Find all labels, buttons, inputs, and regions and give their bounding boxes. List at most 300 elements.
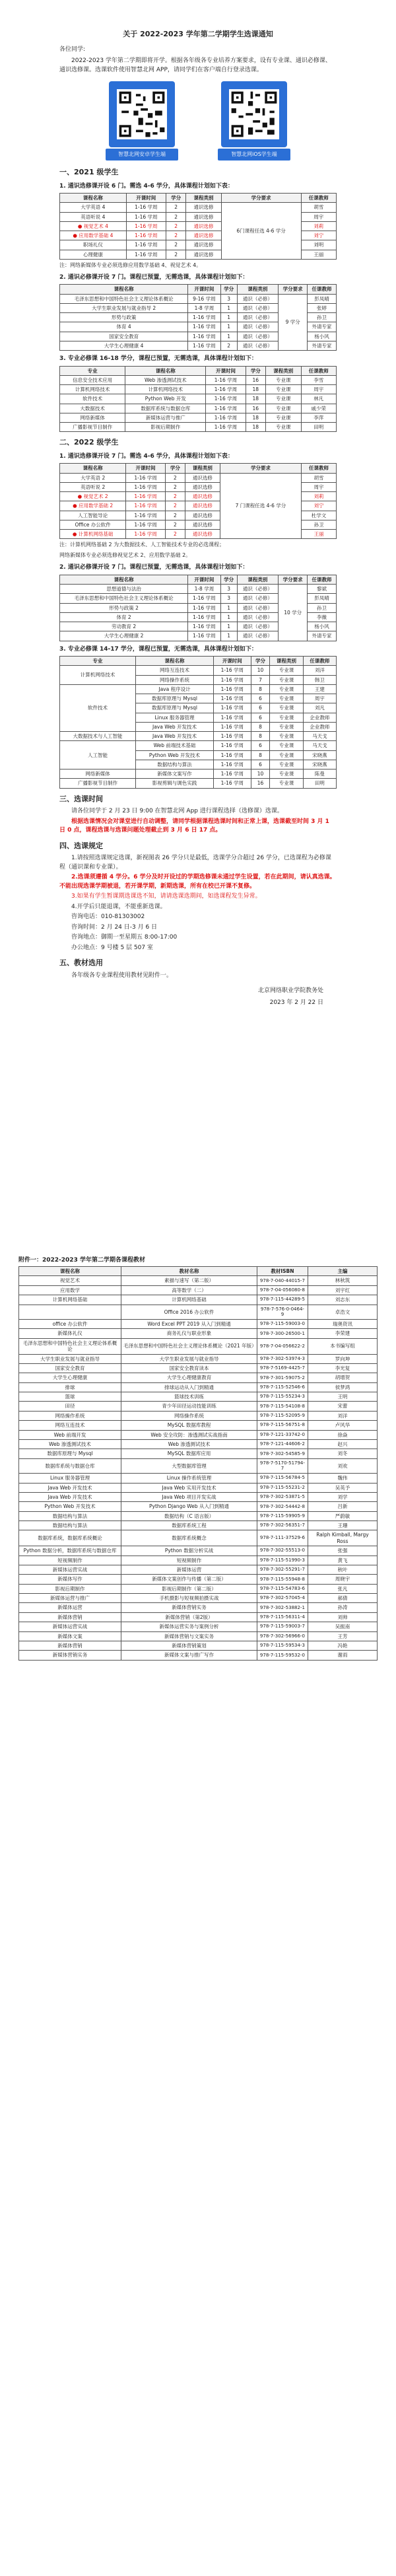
- table-row: [19, 1622, 378, 1631]
- table-cell: 通识选修: [185, 520, 220, 529]
- table-cell: 篮球技术训练: [121, 1392, 257, 1402]
- table-cell: 1-16 学周: [206, 385, 246, 394]
- table4-heading: 1. 通识选修课开设 7 门。需选 4-6 学分，具体课程计划如下表：: [59, 452, 234, 460]
- table-header: 学分要求: [279, 575, 308, 584]
- table-cell: 1: [220, 612, 237, 622]
- table-cell: 1-16 学周: [188, 631, 220, 641]
- table-cell: 1-16 学周: [126, 530, 165, 539]
- table-cell: 新媒体营销与文案实务: [121, 1631, 257, 1641]
- table-cell: 陈曼: [303, 769, 336, 779]
- consult-phone: 咨询电话：010-81303002: [71, 913, 145, 920]
- table-cell: 1-16 学周: [214, 675, 251, 684]
- table-cell: 通识（必修）: [237, 303, 279, 312]
- table-cell: 1: [220, 332, 237, 341]
- table-cell: 1-16 学周: [126, 250, 166, 259]
- table-cell: 通识（必修）: [237, 612, 279, 622]
- table-row: [19, 1492, 378, 1501]
- table-cell: 978-7-302-57045-4: [257, 1594, 308, 1603]
- table-cell: 978-7-5169-4425-7: [257, 1363, 308, 1373]
- table-cell: 体育 2: [60, 612, 188, 622]
- table-cell: 刘凡: [303, 703, 336, 713]
- table-cell: 刘莉: [302, 492, 337, 501]
- table-cell: 刘欢: [308, 1458, 377, 1474]
- table-cell: 戚少荣: [301, 404, 336, 413]
- table-cell: 数据库系统，数据库系统概论: [19, 1530, 121, 1546]
- table-cell: 人工智能导论: [60, 511, 126, 520]
- table-row: [19, 1584, 378, 1593]
- table-cell: 广播影视节目制作: [60, 423, 125, 432]
- table-row: [19, 1329, 378, 1338]
- table-row: [60, 779, 337, 788]
- table-cell: 新媒体营销: [19, 1641, 121, 1650]
- table-cell: 专业课: [270, 769, 303, 779]
- table-cell: 劳动教育 2: [60, 622, 188, 631]
- table-row: [60, 666, 337, 675]
- table-cell: Web 渗透测试技术: [121, 1439, 257, 1449]
- table-cell: 978-7-302-53974-3: [257, 1354, 308, 1363]
- table-cell: Web 安全攻防：渗透测试实战指南: [121, 1430, 257, 1439]
- table-cell: 英语听说 4: [60, 212, 127, 221]
- table-cell: 孙涛: [308, 1603, 377, 1612]
- table-cell: 通识（必修）: [237, 622, 279, 631]
- table-cell: 大型数据库管理: [121, 1458, 257, 1474]
- table-cell: 彭凤晴: [308, 594, 337, 603]
- table-cell: 978-7-302-53871-5: [257, 1492, 308, 1501]
- table-cell: 10 学分: [279, 585, 308, 641]
- table-cell: 田明: [303, 779, 336, 788]
- table-cell: 通识（必修）: [237, 594, 279, 603]
- table-header: 学分要求: [220, 464, 301, 473]
- table-cell: 978-7-115-51990-3: [257, 1556, 308, 1565]
- table-cell: 素描与速写（第二版）: [121, 1276, 257, 1285]
- required-table-2021: [59, 284, 337, 351]
- table-cell: 网络互连技术: [19, 1421, 121, 1430]
- table-cell: 刘志东: [308, 1295, 377, 1305]
- table-cell: 专业课: [270, 684, 303, 694]
- table-cell: 6: [251, 713, 270, 722]
- table-row: [60, 741, 337, 750]
- table-cell: 通识选修: [185, 473, 220, 482]
- table-cell: Java Web 项目开发实战: [121, 1492, 257, 1501]
- table-row: [19, 1631, 378, 1641]
- table-cell: 赵兴: [308, 1439, 377, 1449]
- table-cell: 专业课: [270, 722, 303, 731]
- table-cell: 马天戈: [303, 732, 336, 741]
- table-cell: 978-7-302-54585-9: [257, 1449, 308, 1458]
- table-cell: 1: [220, 603, 237, 612]
- table-cell: 6: [251, 760, 270, 769]
- table-cell: 通识选修: [185, 482, 220, 491]
- table-cell: 978-7-5170-51794-7: [257, 1458, 308, 1474]
- table-cell: 宋晓燕: [303, 750, 336, 760]
- table-cell: 计算机网络基础: [121, 1295, 257, 1305]
- table-cell: 毛泽东思想和中国特色社会主义理论体系概论: [19, 1338, 121, 1354]
- table-cell: 大学生职业发展与就业指导: [19, 1354, 121, 1363]
- table-cell: office 办公软件: [19, 1320, 121, 1329]
- table-cell: 形势与政策: [60, 313, 188, 322]
- table-cell: 1-16 学周: [214, 769, 251, 779]
- table-cell: 8: [251, 732, 270, 741]
- table-row: [19, 1305, 378, 1320]
- table-cell: 网络互连技术: [135, 666, 213, 675]
- table-cell: Java Web 实用开发技术: [121, 1483, 257, 1492]
- table-cell: 影视后期制作（第二版）: [121, 1584, 257, 1593]
- table-cell: 形势与政策 2: [60, 603, 188, 612]
- table-header: 课程名称: [60, 194, 127, 203]
- table-header: 学分: [220, 575, 237, 584]
- table-cell: 李荣建: [308, 1329, 377, 1338]
- table-cell: 短视频制作: [121, 1556, 257, 1565]
- table-cell: 10: [251, 666, 270, 675]
- table-cell: 新媒体营销实务: [121, 1603, 257, 1612]
- table-cell: 通识选修: [185, 511, 220, 520]
- table-cell: 1-16 学周: [126, 231, 166, 240]
- table-cell: 通识（必修）: [237, 332, 279, 341]
- table-cell: 专业课: [266, 423, 301, 432]
- table-cell: ● 视觉艺术 4: [60, 221, 127, 231]
- table-cell: 新媒体运营实战: [19, 1622, 121, 1631]
- table-row: [19, 1575, 378, 1584]
- table-cell: Word Excel PPT 2019 从入门到精通: [121, 1320, 257, 1329]
- table-cell: 高等数学（二）: [121, 1285, 257, 1295]
- table-cell: 影视后期制作: [125, 423, 206, 432]
- table-cell: 1-16 学周: [188, 603, 220, 612]
- table-cell: 韩卫: [303, 675, 336, 684]
- table-header: 任课教师: [302, 464, 337, 473]
- table-cell: 大学英语 2: [60, 473, 126, 482]
- table-row: [19, 1285, 378, 1295]
- table-row: [19, 1421, 378, 1430]
- table-cell: 6门课程任选 4-6 学分: [221, 203, 301, 260]
- rule-2: 2.选课须遵循 4 学分。6 学分及时开设过的学期选修课未通过学生设置，若在此期间，请认真选课。不能出现选课学期被退，若开课学期，新期选课，所有在校已开课不复修。: [59, 874, 336, 890]
- table-cell: 李光复: [308, 1363, 377, 1373]
- qr-card-android[interactable]: [106, 81, 178, 161]
- table4-note-2: 网络新媒体专业必须选修视觉艺术 2、应用数学基础 2。: [59, 552, 191, 559]
- table-cell: 外请专家: [308, 341, 337, 350]
- table-cell: 通识（必修）: [237, 294, 279, 303]
- table-cell: 专业课: [270, 703, 303, 713]
- table-cell: 2: [165, 473, 185, 482]
- table-cell: 企业教师: [303, 713, 336, 722]
- table-cell: 刘宁: [301, 231, 336, 240]
- table-cell: 黄飞: [308, 1556, 377, 1565]
- table-cell: 杜学文: [302, 511, 337, 520]
- table-cell: 1: [220, 322, 237, 332]
- table-cell: 6: [251, 703, 270, 713]
- table-cell: 林秋筑: [308, 1276, 377, 1285]
- table-cell: 16: [246, 404, 266, 413]
- table-cell: 大学生心理健康 4: [60, 341, 188, 350]
- table-cell: 10: [251, 769, 270, 779]
- table-cell: MySQL 数据库应用: [121, 1449, 257, 1458]
- rule-1: 1.请按照选课规定选课，新视图表 26 学分只是最低，选课学分合超过 26 学分，已选课程为必修课程（通识课和专业课）。: [59, 855, 331, 871]
- table-cell: 影视后期制作: [19, 1584, 121, 1593]
- table-cell: 18: [246, 423, 266, 432]
- table-header: 课程类别: [185, 464, 220, 473]
- table-cell: 1-16 学周: [214, 741, 251, 750]
- table-cell: 978-7-111-37529-6: [257, 1530, 308, 1546]
- table-cell: 8: [251, 684, 270, 694]
- appendix: [18, 1255, 378, 1661]
- table-cell: 978-7-115-59532-0: [257, 1651, 308, 1660]
- table-header: 课程类别: [266, 366, 301, 375]
- table-cell: 978-7-301-59075-2: [257, 1373, 308, 1382]
- table-cell: 专业课: [266, 375, 301, 384]
- table-header: 课程类别: [270, 657, 303, 666]
- table-cell: 排球: [19, 1382, 121, 1392]
- table-cell: 黎斌: [308, 585, 337, 594]
- table-cell: 1-16 学周: [126, 221, 166, 231]
- table-cell: 1-16 学周: [126, 511, 165, 520]
- table-cell: 978-7-115-55234-3: [257, 1392, 308, 1402]
- appendix-title: 附件一：2022-2023 学年第二学期各课程教材: [18, 1257, 145, 1264]
- table-cell: 本书编写组: [308, 1338, 377, 1354]
- table-cell: 杨小风: [308, 622, 337, 631]
- table-cell: 刘学: [308, 1492, 377, 1501]
- table-cell: 18: [246, 394, 266, 404]
- table-row: [60, 423, 337, 432]
- table-cell: 新媒体文案与推广写作: [121, 1651, 257, 1660]
- table-cell: 计算机网络技术: [60, 666, 136, 685]
- table-cell: 网络操作系统: [121, 1411, 257, 1420]
- table-cell: 通识选修: [186, 240, 221, 250]
- table-cell: 1-8 学周: [188, 585, 220, 594]
- table-cell: 1-16 学周: [214, 666, 251, 675]
- table-cell: 新媒体运营与推广: [125, 413, 206, 422]
- elective-table-2021: [59, 193, 337, 260]
- table-cell: 数据结构与算法: [19, 1521, 121, 1530]
- table-cell: 1-16 学周: [214, 722, 251, 731]
- table-cell: 1: [220, 303, 237, 312]
- table-cell: 978-7-115-55948-8: [257, 1575, 308, 1584]
- table-cell: 通识选修: [186, 231, 221, 240]
- table-cell: 王丽: [301, 250, 336, 259]
- table-cell: 18: [246, 385, 266, 394]
- major-table-2021: [59, 366, 337, 433]
- table-row: [19, 1651, 378, 1660]
- table-cell: 1-16 学周: [206, 375, 246, 384]
- table-cell: 通识选修: [185, 530, 220, 539]
- table-cell: 1-16 学周: [214, 760, 251, 769]
- table-row: [19, 1641, 378, 1650]
- table-cell: Office 2016 办公软件: [121, 1305, 257, 1320]
- notice: [59, 24, 337, 1007]
- table-row: [19, 1594, 378, 1603]
- table-cell: Python Web 开发技术: [19, 1502, 121, 1511]
- table-cell: 专业课: [270, 713, 303, 722]
- table-cell: 978-7-115-56784-5: [257, 1474, 308, 1483]
- table-cell: 1-16 学周: [206, 423, 246, 432]
- qr-card-ios[interactable]: [218, 81, 290, 161]
- table-cell: 林凡: [301, 394, 336, 404]
- table-cell: 青少年田径运动技能训练: [121, 1402, 257, 1411]
- table-cell: 978-7-115-52546-6: [257, 1382, 308, 1392]
- appendix-table: [18, 1266, 378, 1661]
- table5-heading: 2. 通识必修课开设 7 门。课程已预置，无需选课，具体课程计划如下：: [59, 564, 249, 571]
- consult-hours: 咨询时间：2 月 24 日-3 月 6 日: [71, 923, 158, 931]
- table-cell: 李萍: [301, 413, 336, 422]
- table-cell: 田明: [301, 423, 336, 432]
- table-cell: 毛泽东思想和中国特色社会主义理论体系概论: [60, 594, 188, 603]
- qr-code-icon: [221, 81, 287, 147]
- table-cell: 978-7-115-59003-0: [257, 1320, 308, 1329]
- table-row: [19, 1276, 378, 1285]
- table-cell: 杨小风: [308, 332, 337, 341]
- table-cell: 李薇: [308, 612, 337, 622]
- table-cell: 影视剪辑与调色实践: [135, 779, 213, 788]
- table-cell: 978-7-115-59534-3: [257, 1641, 308, 1650]
- greeting: 各位同学:: [59, 46, 86, 53]
- table-cell: 1-16 学周: [206, 394, 246, 404]
- table-row: [19, 1411, 378, 1420]
- table-cell: 心理健康: [60, 250, 127, 259]
- table-cell: 大学生职业发展与就业指导 2: [60, 303, 188, 312]
- time-paragraph-2: 根据选课情况会对课堂进行自动调整，请同学根据课程选课时间和正常上课，选课截至时间 3 月 1 日 0 点，课程选课与选课问题处理截止到 3 月 6 日 17 点。: [59, 818, 329, 834]
- table-cell: 2: [165, 492, 185, 501]
- qr-label-android: 智慧北网安卓学生端: [106, 149, 178, 161]
- table-cell: Python Django Web 从入门到精通: [121, 1502, 257, 1511]
- table-cell: [19, 1305, 121, 1320]
- table-row: [19, 1483, 378, 1492]
- table-cell: 1-16 学周: [214, 732, 251, 741]
- table-cell: 通识选修: [185, 492, 220, 501]
- table-cell: 新媒体营销: [19, 1612, 121, 1622]
- table-row: [60, 294, 337, 303]
- table-cell: 978-7-576-0-0464-9: [257, 1305, 308, 1320]
- table-cell: 刘洋: [303, 666, 336, 675]
- table-cell: 篮球: [19, 1392, 121, 1402]
- table-cell: 孙卫: [302, 520, 337, 529]
- table-cell: 网络操作系统: [135, 675, 213, 684]
- table-cell: 新媒体营销实务: [19, 1651, 121, 1660]
- table-header: 课程名称: [19, 1267, 121, 1276]
- table-cell: 2: [166, 203, 185, 212]
- section-rules: 四、选课规定: [59, 841, 103, 850]
- table-cell: 张婷: [308, 303, 337, 312]
- table-cell: 软件技术: [60, 684, 136, 731]
- table-cell: 专业课: [266, 394, 301, 404]
- table-cell: 毛泽东思想和中国特色社会主义理论体系概论: [60, 294, 188, 303]
- table-cell: 978-7-115-44289-5: [257, 1295, 308, 1305]
- table-cell: Web 渗透测试技术: [125, 375, 206, 384]
- table-cell: 外请专家: [308, 322, 337, 332]
- table-cell: 数据库系统与数据仓库: [19, 1458, 121, 1474]
- table-cell: 数据库系统概念: [121, 1530, 257, 1546]
- table-cell: 新媒体文案创作与传播（第二版）: [121, 1575, 257, 1584]
- table-cell: 刘莉: [301, 221, 336, 231]
- table-header: 学分: [166, 194, 185, 203]
- table-cell: 1-16 学周: [188, 313, 220, 322]
- table-cell: 专业课: [270, 666, 303, 675]
- table-cell: 网络新媒体: [60, 413, 125, 422]
- table-header: 开课时间: [188, 285, 220, 294]
- table-cell: 1-16 学周: [214, 684, 251, 694]
- table-cell: 专业课: [266, 413, 301, 422]
- table-header: 开课时间: [214, 657, 251, 666]
- table-cell: 1-16 学周: [126, 473, 165, 482]
- table-cell: 刘明: [301, 240, 336, 250]
- table-cell: 2: [165, 482, 185, 491]
- table-cell: 大学生心理健康 2: [60, 631, 188, 641]
- table-cell: 978-7-302-56351-7: [257, 1521, 308, 1530]
- table6-heading: 3. 专业必修课 14-17 学分，课程已预置，无需选课，具体课程计划如下：: [59, 645, 257, 653]
- table-cell: 2: [166, 231, 185, 240]
- table-cell: 计算机网络技术: [60, 385, 125, 394]
- table-cell: 胡增贺: [308, 1373, 377, 1382]
- table-cell: 新媒体运营与推广: [19, 1594, 121, 1603]
- table-cell: 通识选修: [186, 250, 221, 259]
- table-header: 任课教师: [308, 285, 337, 294]
- table-cell: 思想道德与法治: [60, 585, 188, 594]
- table-cell: 孙卫: [308, 603, 337, 612]
- consult-room: 办公地点：9 号楼 5 层 507 室: [71, 944, 153, 951]
- signature-org: 北京网络职业学院教务处: [257, 987, 323, 994]
- table-cell: Java Web 开发技术: [19, 1492, 121, 1501]
- table-cell: 体育 4: [60, 322, 188, 332]
- table-cell: 李雪: [301, 375, 336, 384]
- table-row: [60, 473, 337, 482]
- table-cell: 6: [251, 741, 270, 750]
- table-cell: 6: [251, 694, 270, 703]
- table-cell: 1-16 学周: [126, 212, 166, 221]
- table-cell: 新媒体文案: [19, 1631, 121, 1641]
- table-cell: 通识（必修）: [237, 631, 279, 641]
- table-row: [60, 385, 337, 394]
- table-row: [19, 1612, 378, 1622]
- table-cell: 通识（必修）: [237, 585, 279, 594]
- table-cell: 1-16 学周: [126, 520, 165, 529]
- table-cell: 专业课: [270, 760, 303, 769]
- table-header: 学分: [251, 657, 270, 666]
- table-header: 课程类别: [186, 194, 221, 203]
- table-cell: 瑞奥资讯: [308, 1320, 377, 1329]
- table-cell: 英语听说 2: [60, 482, 126, 491]
- table-row: [19, 1603, 378, 1612]
- table-cell: 广播影视节目制作: [60, 779, 136, 788]
- table-cell: Python Web 开发: [125, 394, 206, 404]
- qr-row: [59, 81, 337, 161]
- table2-heading: 2. 通识必修课开设 7 门。课程已预置，无需选课，具体课程计划如下：: [59, 273, 249, 281]
- table-cell: 数据库原理与 Mysql: [135, 703, 213, 713]
- table-cell: 1-16 学周: [188, 332, 220, 341]
- table-header: 任课教师: [308, 575, 337, 584]
- table-cell: 大学生心理健康教育: [121, 1373, 257, 1382]
- table-cell: 排球运动从入门到精通: [121, 1382, 257, 1392]
- table-cell: 信息安全技术应用: [60, 375, 125, 384]
- table-cell: Java Web 开发技术: [19, 1483, 121, 1492]
- table-cell: 刘帅: [308, 1612, 377, 1622]
- table-cell: 978-7-040-44015-7: [257, 1276, 308, 1285]
- table-cell: 978-7-115-52095-9: [257, 1411, 308, 1420]
- table-header: 任课教师: [301, 366, 336, 375]
- table-cell: 978-7-302-55513-0: [257, 1546, 308, 1556]
- qr-label-ios: 智慧北网iOS学生端: [218, 149, 290, 161]
- table-cell: 通识选修: [186, 212, 221, 221]
- table-cell: 周宇: [301, 212, 336, 221]
- table-cell: ● 计算机网络基础: [60, 530, 126, 539]
- table-cell: 计算机网络技术: [125, 385, 206, 394]
- table-cell: 专业课: [266, 385, 301, 394]
- table-header: 课程类别: [237, 575, 279, 584]
- table-cell: 外请专家: [308, 631, 337, 641]
- table-cell: MySQL 数据库教程: [121, 1421, 257, 1430]
- table-cell: 张强: [308, 1546, 377, 1556]
- table-cell: 978-7-121-44606-2: [257, 1439, 308, 1449]
- qr-code-icon: [109, 81, 175, 147]
- table-cell: 宋晓燕: [303, 760, 336, 769]
- table-cell: 新媒体运营实战: [19, 1565, 121, 1574]
- table-cell: 1-16 学周: [126, 482, 165, 491]
